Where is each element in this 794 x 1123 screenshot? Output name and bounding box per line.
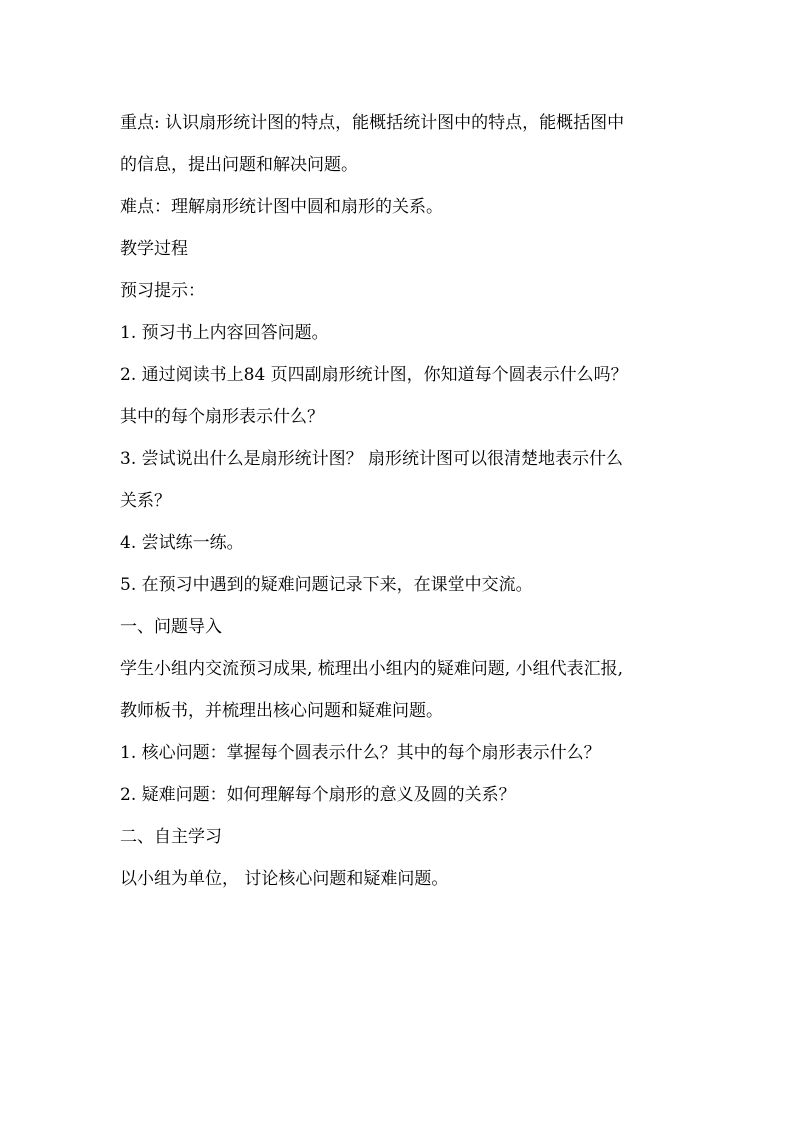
section-heading-2: 二、自主学习 [120, 827, 222, 847]
heading-teaching-process: 教学过程 [120, 239, 188, 259]
text-line-difficulties: 难点：理解扇形统计图中圆和扇形的关系。 [120, 197, 443, 217]
section-heading-1: 一、问题导入 [120, 617, 222, 637]
list-item-3-cont: 关系？ [120, 491, 171, 511]
paragraph-line-2: 教师板书，并梳理出核心问题和疑难问题。 [120, 701, 443, 721]
list-item-4: 4. 尝试练一练。 [120, 533, 244, 553]
text-line-key-points: 重点: 认识扇形统计图的特点，能概括统计图中的特点，能概括图中 [120, 113, 625, 133]
paragraph-line-3: 以小组为单位， 讨论核心问题和疑难问题。 [120, 869, 449, 889]
text-line-key-points-cont: 的信息，提出问题和解决问题。 [120, 155, 358, 175]
list-item-2: 2. 通过阅读书上84 页四副扇形统计图，你知道每个圆表示什么吗？ [120, 365, 628, 385]
document-body [120, 102, 680, 900]
list-item-2-cont: 其中的每个扇形表示什么？ [120, 407, 324, 427]
heading-preview-tips: 预习提示： [120, 281, 205, 301]
difficult-question-item: 2. 疑难问题：如何理解每个扇形的意义及圆的关系？ [120, 785, 516, 805]
core-question-item: 1. 核心问题：掌握每个圆表示什么？其中的每个扇形表示什么？ [120, 743, 601, 763]
list-item-1: 1. 预习书上内容回答问题。 [120, 323, 329, 343]
list-item-3: 3. 尝试说出什么是扇形统计图？ 扇形统计图可以很清楚地表示什么 [120, 449, 624, 469]
list-item-5: 5. 在预习中遇到的疑难问题记录下来，在课堂中交流。 [120, 575, 533, 595]
paragraph-line-1: 学生小组内交流预习成果, 梳理出小组内的疑难问题, 小组代表汇报, [120, 659, 624, 679]
